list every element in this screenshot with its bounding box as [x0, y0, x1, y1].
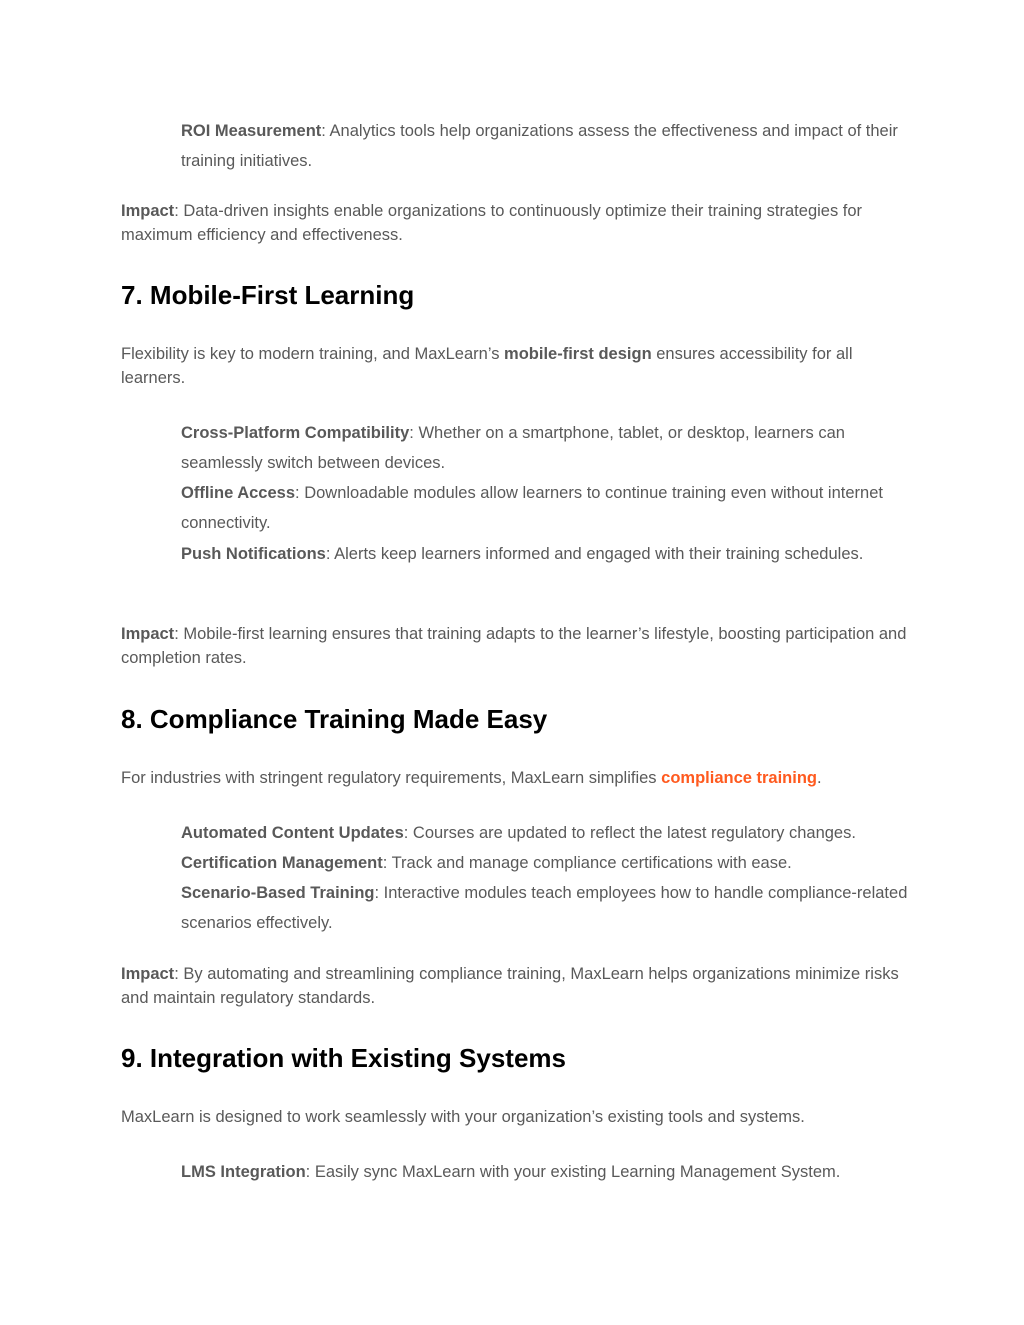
- list-item-text: : Interactive modules teach employees how to handle compliance-related scenarios effectively.: [181, 884, 908, 932]
- list-item-text: : Easily sync MaxLearn with your existing Learning Management System.: [305, 1163, 841, 1181]
- list-item-text: : Analytics tools help organizations assess the effectiveness and impact of their training initiatives.: [181, 122, 898, 170]
- list-item-offline-access: [181, 478, 911, 538]
- intro-text: ensures accessibility for all learners.: [121, 345, 853, 387]
- intro-text: Flexibility is key to modern training, and MaxLearn’s: [121, 345, 505, 363]
- bold-mobile-first-design: mobile-first design: [504, 345, 652, 363]
- section-heading-compliance: 8. Compliance Training Made Easy: [121, 704, 548, 734]
- term-offline-access: Offline Access: [181, 484, 296, 502]
- term-scenario-based: Scenario-Based Training: [181, 884, 375, 902]
- intro-paragraph-mobile-first: [121, 343, 911, 390]
- list-item-text: : Track and manage compliance certifications with ease.: [382, 854, 792, 872]
- intro-text: For industries with stringent regulatory requirements, MaxLearn simplifies: [121, 769, 662, 787]
- list-item-cross-platform: [181, 418, 911, 478]
- list-item-scenario-based: [181, 878, 911, 938]
- term-lms-integration: LMS Integration: [181, 1163, 306, 1181]
- list-item-text: : Downloadable modules allow learners to continue training even without internet connectivity.: [181, 484, 883, 532]
- impact-text: : By automating and streamlining compliance training, MaxLearn helps organizations minimize risks and maintain regulatory standards.: [121, 965, 899, 1007]
- impact-paragraph-compliance: [121, 963, 911, 1010]
- intro-text: .: [817, 769, 822, 787]
- term-cross-platform: Cross-Platform Compatibility: [181, 424, 410, 442]
- list-item-roi-measurement: [181, 116, 911, 176]
- list-item-automated-updates: [181, 818, 911, 848]
- term-automated-updates: Automated Content Updates: [181, 824, 404, 842]
- impact-label: Impact: [121, 965, 175, 983]
- impact-paragraph-analytics: [121, 200, 911, 247]
- section-heading-mobile-first: 7. Mobile-First Learning: [121, 280, 415, 310]
- intro-paragraph-integration: MaxLearn is designed to work seamlessly with your organization’s existing tools and systems.: [121, 1108, 805, 1126]
- impact-text: : Data-driven insights enable organizations to continuously optimize their training strategies for maximum efficiency and effectiveness.: [121, 202, 863, 244]
- section-heading-integration: 9. Integration with Existing Systems: [121, 1043, 566, 1073]
- impact-label: Impact: [121, 202, 175, 220]
- list-item-lms-integration: [181, 1157, 911, 1187]
- impact-paragraph-mobile-first: [121, 623, 911, 670]
- intro-paragraph-compliance: [121, 767, 911, 791]
- term-roi-measurement: ROI Measurement: [181, 122, 322, 140]
- list-item-text: : Courses are updated to reflect the latest regulatory changes.: [403, 824, 856, 842]
- list-item-push-notifications: [181, 539, 911, 569]
- list-item-certification: [181, 848, 911, 878]
- term-push-notifications: Push Notifications: [181, 545, 326, 563]
- list-item-text: : Alerts keep learners informed and engaged with their training schedules.: [325, 545, 864, 563]
- term-certification: Certification Management: [181, 854, 383, 872]
- impact-text: : Mobile-first learning ensures that training adapts to the learner’s lifestyle, boosting participation and completion rates.: [121, 625, 907, 667]
- list-item-text: : Whether on a smartphone, tablet, or desktop, learners can seamlessly switch between devices.: [181, 424, 845, 472]
- compliance-training-link[interactable]: compliance training: [661, 769, 818, 787]
- impact-label: Impact: [121, 625, 175, 643]
